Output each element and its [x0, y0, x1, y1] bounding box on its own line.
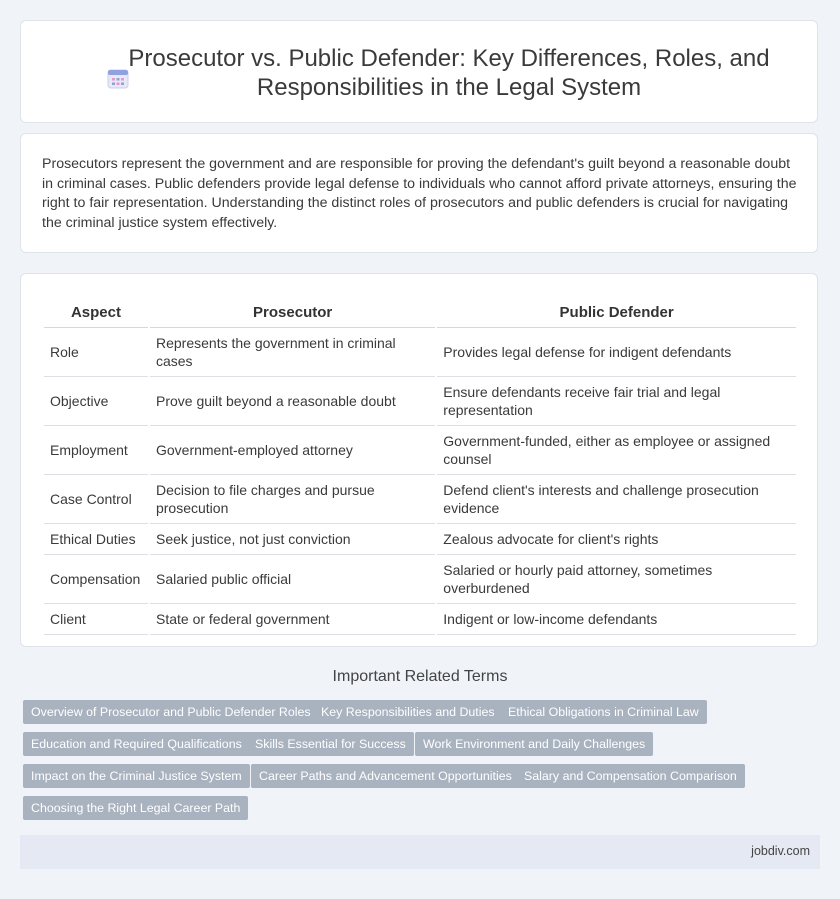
comparison-card — [20, 273, 818, 647]
related-term-tag[interactable]: Salary and Compensation Comparison — [516, 764, 745, 788]
cell-aspect: Case Control — [44, 475, 148, 524]
cell-aspect: Employment — [44, 426, 148, 475]
table-row — [44, 475, 796, 524]
cell-aspect: Compensation — [44, 555, 148, 604]
header-aspect: Aspect — [44, 292, 148, 328]
related-term-tag[interactable]: Ethical Obligations in Criminal Law — [500, 700, 707, 724]
related-term-tag[interactable]: Skills Essential for Success — [247, 732, 414, 756]
table-row — [44, 524, 796, 555]
related-term-tag[interactable]: Overview of Prosecutor and Public Defender Roles — [23, 700, 319, 724]
cell-aspect: Role — [44, 328, 148, 377]
related-term-tag[interactable]: Work Environment and Daily Challenges — [415, 732, 653, 756]
cell-public-defender: Defend client's interests and challenge prosecution evidence — [437, 475, 796, 524]
cell-public-defender: Salaried or hourly paid attorney, sometimes overburdened — [437, 555, 796, 604]
cell-public-defender: Ensure defendants receive fair trial and legal representation — [437, 377, 796, 426]
table-header-row — [44, 292, 796, 328]
table-row — [44, 426, 796, 475]
cell-prosecutor: State or federal government — [150, 604, 435, 635]
page-title: Prosecutor vs. Public Defender: Key Differences, Roles, and Responsibilities in the Legal System — [128, 45, 770, 101]
table-row — [44, 604, 796, 635]
related-term-tag[interactable]: Career Paths and Advancement Opportunities — [251, 764, 520, 788]
cell-prosecutor: Prove guilt beyond a reasonable doubt — [150, 377, 435, 426]
comparison-table — [42, 292, 798, 635]
table-row — [44, 377, 796, 426]
cell-aspect: Objective — [44, 377, 148, 426]
header-public-defender: Public Defender — [437, 292, 796, 328]
footer-site-link[interactable]: jobdiv.com — [751, 844, 810, 858]
cell-prosecutor: Salaried public official — [150, 555, 435, 604]
cell-aspect: Client — [44, 604, 148, 635]
intro-paragraph: Prosecutors represent the government and are responsible for proving the defendant's guilt beyond a reasonable doubt in criminal cases. Public defenders provide legal defense to individuals who cannot afford private attorneys, ensuring the right to fair representation. Understanding the distinct roles of prosecutors and public defenders is crucial for navigating the criminal justice system effectively. — [42, 156, 797, 231]
related-term-tag[interactable]: Impact on the Criminal Justice System — [23, 764, 250, 788]
cell-prosecutor: Decision to file charges and pursue prosecution — [150, 475, 435, 524]
cell-public-defender: Indigent or low-income defendants — [437, 604, 796, 635]
footer — [20, 835, 820, 869]
cell-public-defender: Provides legal defense for indigent defendants — [437, 328, 796, 377]
header-card — [20, 20, 818, 123]
related-term-tag[interactable]: Key Responsibilities and Duties — [313, 700, 503, 724]
related-terms-title: Important Related Terms — [332, 668, 508, 685]
cell-public-defender: Zealous advocate for client's rights — [437, 524, 796, 555]
cell-aspect: Ethical Duties — [44, 524, 148, 555]
related-term-tag[interactable]: Choosing the Right Legal Career Path — [23, 796, 248, 820]
cell-prosecutor: Seek justice, not just conviction — [150, 524, 435, 555]
cell-public-defender: Government-funded, either as employee or assigned counsel — [437, 426, 796, 475]
related-term-tag[interactable]: Education and Required Qualifications — [23, 732, 250, 756]
table-row — [44, 328, 796, 377]
cell-prosecutor: Government-employed attorney — [150, 426, 435, 475]
table-row — [44, 555, 796, 604]
cell-prosecutor: Represents the government in criminal cases — [150, 328, 435, 377]
intro-card — [20, 133, 818, 253]
header-prosecutor: Prosecutor — [150, 292, 435, 328]
